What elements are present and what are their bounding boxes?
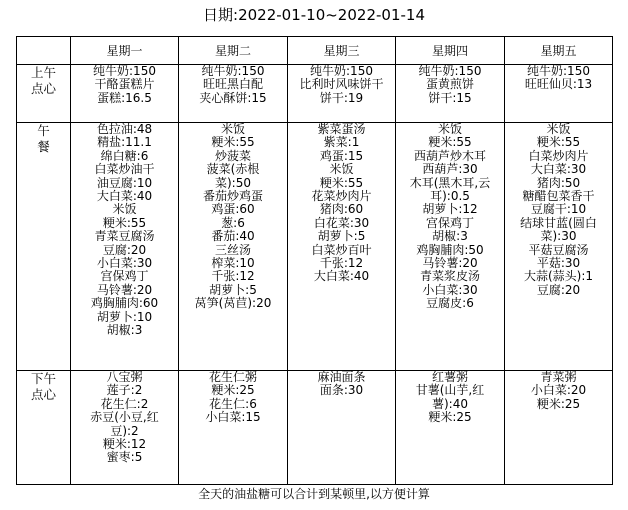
meal-label bbox=[17, 123, 71, 371]
meal-label-line: 上午 bbox=[30, 65, 56, 80]
menu-item-line: 花生仁:2 bbox=[100, 396, 149, 411]
menu-item-line: 比利时风味饼干 bbox=[299, 77, 384, 92]
menu-item-line: 莲子:2 bbox=[106, 383, 143, 398]
menu-item-line: 赤豆(小豆,红 bbox=[90, 410, 159, 425]
menu-cell bbox=[396, 371, 505, 485]
menu-item-line: 面条:30 bbox=[319, 383, 364, 398]
menu-cell bbox=[396, 123, 505, 371]
footer-note: 全天的油盐糖可以合计到某顿里,以方便计算 bbox=[198, 487, 430, 501]
menu-item-line: 木耳(黑木耳,云 bbox=[409, 175, 491, 190]
date-title: 日期:2022-01-10~2022-01-14 bbox=[203, 6, 425, 24]
menu-item-line: 猪肉:60 bbox=[319, 202, 364, 217]
menu-item-line: 白花菜:30 bbox=[313, 215, 370, 230]
menu-item-line: 甘薯(山芋,红 bbox=[415, 383, 485, 398]
menu-item-line: 蛋黄煎饼 bbox=[425, 77, 474, 92]
meal-label-line: 午 bbox=[37, 123, 50, 138]
menu-item-line: 粳米:25 bbox=[536, 396, 581, 411]
menu-item-line: 八宝粥 bbox=[106, 370, 143, 384]
menu-cell bbox=[288, 371, 396, 485]
menu-item-line: 粳米:55 bbox=[428, 135, 472, 150]
header-row bbox=[17, 37, 613, 65]
menu-item-line: 蛋糕:16.5 bbox=[97, 90, 152, 105]
menu-item-line: 鸡蛋:15 bbox=[319, 148, 364, 163]
menu-item-line: 夹心酥饼:15 bbox=[199, 90, 267, 105]
menu-item-line: 炒菠菜 bbox=[214, 148, 251, 163]
menu-item-line: 菜):50 bbox=[215, 175, 251, 190]
menu-cell bbox=[71, 371, 179, 485]
meal-label-line: 下午 bbox=[30, 371, 56, 386]
menu-item-line: 猪肉:50 bbox=[536, 175, 581, 190]
menu-cell bbox=[179, 123, 288, 371]
menu-item-line: 鸡蛋:60 bbox=[211, 202, 255, 217]
menu-item-line: 油豆腐:10 bbox=[96, 175, 153, 190]
menu-item-line: 粳米:55 bbox=[319, 175, 364, 190]
menu-cell bbox=[71, 65, 179, 123]
menu-row bbox=[17, 65, 613, 123]
menu-item-line: 菜):30 bbox=[540, 229, 577, 244]
menu-item-line: 米饭 bbox=[546, 122, 571, 136]
menu-item-line: 精盐:11.1 bbox=[97, 135, 152, 150]
menu-item-line: 豆腐皮:6 bbox=[426, 296, 474, 311]
menu-item-line: 宫保鸡丁 bbox=[100, 269, 149, 284]
menu-item-line: 小白菜:20 bbox=[530, 383, 587, 398]
menu-item-line: 花生仁:6 bbox=[209, 396, 257, 411]
day-header: 星期三 bbox=[288, 37, 396, 65]
menu-item-line: 胡萝卜:5 bbox=[317, 229, 366, 244]
menu-cell bbox=[179, 371, 288, 485]
menu-item-line: 红薯粥 bbox=[431, 370, 468, 384]
meal-label bbox=[17, 65, 71, 123]
meal-label-line: 餐 bbox=[37, 139, 50, 154]
menu-item-line: 纯牛奶:150 bbox=[527, 64, 590, 78]
header-corner bbox=[17, 37, 71, 65]
menu-item-line: 番茄:40 bbox=[211, 229, 255, 244]
menu-item-line: 小白菜:15 bbox=[205, 410, 261, 425]
meal-label-line: 点心 bbox=[30, 81, 56, 96]
menu-item-line: 平菇:30 bbox=[536, 256, 581, 271]
menu-item-line: 结球甘蓝(圆白 bbox=[520, 215, 597, 230]
menu-item-line: 马铃薯:20 bbox=[422, 256, 478, 271]
menu-item-line: 纯牛奶:150 bbox=[310, 64, 373, 78]
menu-item-line: 纯牛奶:150 bbox=[201, 64, 265, 78]
menu-item-line: 鸡胸脯肉:50 bbox=[416, 242, 484, 257]
meal-label bbox=[17, 371, 71, 485]
menu-item-line: 西葫芦:30 bbox=[422, 162, 478, 177]
menu-item-line: 大白菜:40 bbox=[313, 269, 370, 284]
menu-item-line: 米饭 bbox=[329, 162, 354, 177]
menu-item-line: 粳米:55 bbox=[536, 135, 581, 150]
menu-item-line: 绵白糖:6 bbox=[100, 148, 149, 163]
menu-item-line: 耳):0.5 bbox=[430, 189, 470, 204]
menu-item-line: 青菜粥 bbox=[540, 370, 577, 384]
menu-cell bbox=[179, 65, 288, 123]
menu-cell bbox=[396, 65, 505, 123]
menu-item-line: 花菜炒肉片 bbox=[311, 189, 372, 204]
menu-item-line: 花生仁粥 bbox=[208, 370, 257, 384]
menu-item-line: 胡萝卜:12 bbox=[422, 202, 478, 217]
menu-item-line: 白菜炒肉片 bbox=[528, 148, 589, 163]
menu-item-line: 粳米:12 bbox=[102, 437, 147, 452]
menu-item-line: 米饭 bbox=[220, 122, 245, 136]
menu-item-line: 饼干:19 bbox=[319, 90, 364, 105]
menu-item-line: 平菇豆腐汤 bbox=[528, 242, 589, 257]
menu-item-line: 宫保鸡丁 bbox=[425, 215, 474, 230]
menu-item-line: 饼干:15 bbox=[428, 90, 472, 105]
menu-item-line: 豆腐:20 bbox=[102, 242, 147, 257]
day-header: 星期五 bbox=[505, 37, 613, 65]
day-header: 星期四 bbox=[396, 37, 505, 65]
menu-item-line: 莴笋(莴苣):20 bbox=[194, 296, 272, 311]
menu-item-line: 豆腐:20 bbox=[536, 282, 581, 297]
menu-item-line: 紫菜:1 bbox=[323, 135, 360, 150]
menu-cell bbox=[505, 65, 613, 123]
menu-item-line: 纯牛奶:150 bbox=[418, 64, 482, 78]
menu-item-line: 鸡胸脯肉:60 bbox=[90, 296, 159, 311]
menu-item-line: 白菜炒油干 bbox=[94, 162, 155, 177]
menu-item-line: 蜜枣:5 bbox=[106, 450, 143, 465]
menu-item-line: 胡椒:3 bbox=[106, 323, 143, 338]
menu-item-line: 小白菜:30 bbox=[96, 256, 153, 271]
menu-item-line: 大蒜(蒜头):1 bbox=[523, 269, 594, 284]
menu-item-line: 胡萝卜:5 bbox=[209, 282, 257, 297]
menu-item-line: 麻油面条 bbox=[317, 370, 366, 384]
menu-item-line: 马铃薯:20 bbox=[96, 282, 153, 297]
menu-item-line: 千张:12 bbox=[211, 269, 255, 284]
menu-cell bbox=[505, 371, 613, 485]
menu-item-line: 薯):40 bbox=[432, 396, 468, 411]
menu-item-line: 千张:12 bbox=[319, 256, 364, 271]
day-header: 星期一 bbox=[71, 37, 179, 65]
menu-item-line: 三丝汤 bbox=[214, 242, 251, 257]
menu-cell bbox=[71, 123, 179, 371]
menu-item-line: 胡椒:3 bbox=[432, 229, 468, 244]
menu-item-line: 菠菜(赤根 bbox=[206, 162, 260, 177]
menu-item-line: 小白菜:30 bbox=[422, 282, 478, 297]
menu-item-line: 胡萝卜:10 bbox=[96, 309, 153, 324]
menu-item-line: 豆):2 bbox=[110, 423, 139, 438]
day-header: 星期二 bbox=[179, 37, 288, 65]
menu-item-line: 西葫芦炒木耳 bbox=[413, 148, 486, 163]
menu-item-line: 大白菜:30 bbox=[530, 162, 587, 177]
menu-item-line: 番茄炒鸡蛋 bbox=[202, 189, 263, 204]
menu-item-line: 米饭 bbox=[437, 122, 462, 136]
menu-item-line: 粳米:55 bbox=[102, 215, 147, 230]
menu-cell bbox=[505, 123, 613, 371]
menu-cell bbox=[288, 65, 396, 123]
menu-item-line: 糖醋包菜香干 bbox=[522, 189, 595, 204]
menu-item-line: 色拉油:48 bbox=[96, 122, 153, 136]
menu-item-line: 旺旺仙贝:13 bbox=[524, 77, 593, 92]
menu-item-line: 榨菜:10 bbox=[211, 256, 255, 271]
menu-item-line: 粳米:25 bbox=[211, 383, 255, 398]
menu-row bbox=[17, 123, 613, 371]
menu-item-line: 旺旺黑白配 bbox=[202, 77, 263, 92]
menu-item-line: 粳米:25 bbox=[428, 410, 472, 425]
menu-item-line: 大白菜:40 bbox=[96, 189, 153, 204]
menu-item-line: 干酪蛋糕片 bbox=[94, 77, 155, 92]
menu-item-line: 葱:6 bbox=[221, 215, 245, 230]
menu-item-line: 米饭 bbox=[112, 202, 137, 217]
menu-item-line: 青菜豆腐汤 bbox=[94, 229, 155, 244]
menu-item-line: 青菜浆皮汤 bbox=[419, 269, 480, 284]
weekly-menu-table bbox=[16, 36, 613, 485]
menu-item-line: 白菜炒百叶 bbox=[311, 242, 372, 257]
menu-item-line: 纯牛奶:150 bbox=[93, 64, 156, 78]
menu-item-line: 紫菜蛋汤 bbox=[317, 122, 366, 136]
meal-label-line: 点心 bbox=[30, 387, 56, 402]
menu-row bbox=[17, 371, 613, 485]
menu-cell bbox=[288, 123, 396, 371]
menu-item-line: 豆腐干:10 bbox=[530, 202, 587, 217]
menu-item-line: 粳米:55 bbox=[211, 135, 255, 150]
